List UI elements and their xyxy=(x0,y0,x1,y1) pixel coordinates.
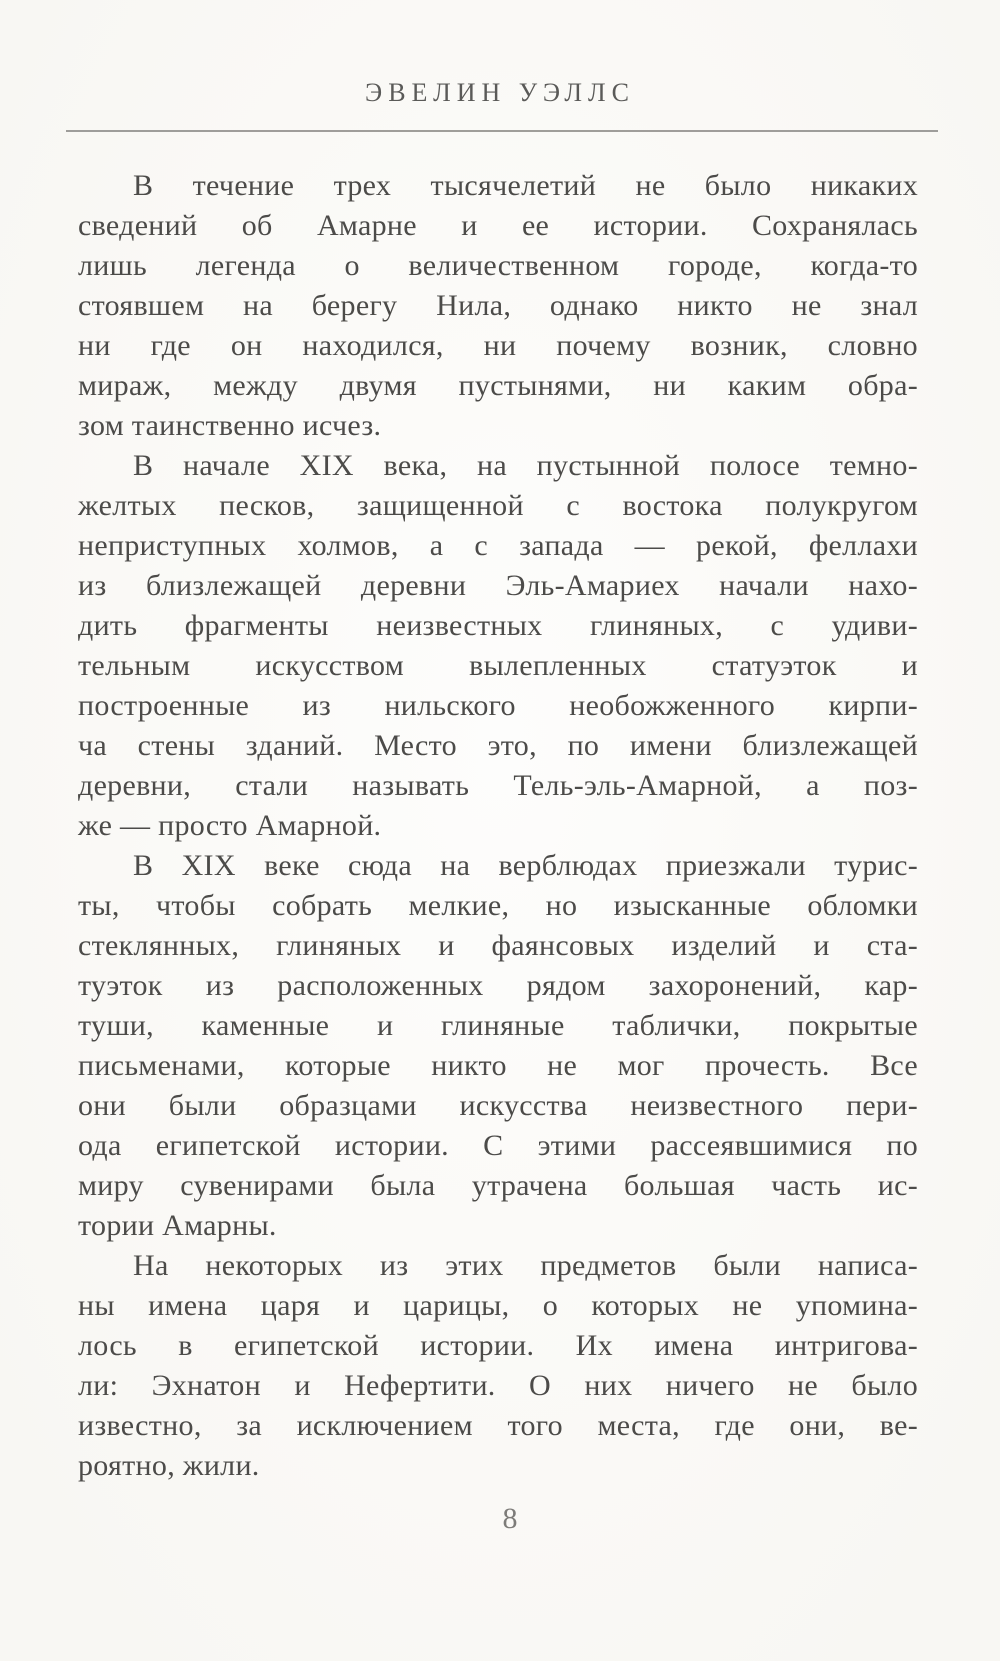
text-line: неприступных холмов, а с запада — рекой, феллахи xyxy=(78,529,918,562)
text-line: В течение трех тысячелетий не было никаких xyxy=(133,169,918,202)
text-line: деревни, стали называть Тель-эль-Амарной, а поз- xyxy=(78,769,918,802)
text-line: ча стены зданий. Место это, по имени близлежащей xyxy=(78,729,918,762)
text-line: письменами, которые никто не мог прочесть. Все xyxy=(78,1049,918,1082)
text-line: зом таинственно исчез. xyxy=(78,409,382,442)
text-line: из близлежащей деревни Эль-Амариех начали нахо- xyxy=(78,569,918,602)
text-line: дить фрагменты неизвестных глиняных, с удиви- xyxy=(78,609,918,642)
text-line: известно, за исключением того места, где они, ве- xyxy=(78,1409,918,1442)
text-line: ода египетской истории. С этими рассеявшимися по xyxy=(78,1129,918,1162)
body-text-block xyxy=(78,166,918,1486)
text-line: построенные из нильского необожженного кирпи- xyxy=(78,689,918,722)
text-line: роятно, жили. xyxy=(78,1449,260,1482)
text-line: тории Амарны. xyxy=(78,1209,277,1242)
text-line: В начале XIX века, на пустынной полосе темно- xyxy=(133,449,918,482)
text-line: ли: Эхнатон и Нефертити. О них ничего не было xyxy=(78,1369,918,1402)
text-line: сведений об Амарне и ее истории. Сохранялась xyxy=(78,209,918,242)
page-header-author: ЭВЕЛИН УЭЛЛС xyxy=(365,78,635,107)
page-number: 8 xyxy=(502,1502,518,1535)
text-line: ты, чтобы собрать мелкие, но изысканные обломки xyxy=(78,889,918,922)
text-line: На некоторых из этих предметов были написа- xyxy=(133,1249,918,1282)
text-line: туши, каменные и глиняные таблички, покрытые xyxy=(78,1009,918,1042)
text-line: они были образцами искусства неизвестного пери- xyxy=(78,1089,918,1122)
text-line: В XIX веке сюда на верблюдах приезжали турис- xyxy=(133,849,918,882)
text-line: ни где он находился, ни почему возник, словно xyxy=(78,329,918,362)
text-line: лось в египетской истории. Их имена интригова- xyxy=(78,1329,918,1362)
text-line: туэток из расположенных рядом захоронений, кар- xyxy=(78,969,918,1002)
text-line: миру сувенирами была утрачена большая часть ис- xyxy=(78,1169,918,1202)
text-line: же — просто Амарной. xyxy=(78,809,382,842)
text-line: тельным искусством вылепленных статуэток и xyxy=(78,649,918,682)
header-divider-rule xyxy=(66,130,938,132)
text-line: ны имена царя и царицы, о которых не упомина- xyxy=(78,1289,918,1322)
text-line: стоявшем на берегу Нила, однако никто не знал xyxy=(78,289,918,322)
text-line: лишь легенда о величественном городе, когда-то xyxy=(78,249,918,282)
text-line: желтых песков, защищенной с востока полукругом xyxy=(78,489,918,522)
text-line: мираж, между двумя пустынями, ни каким обра- xyxy=(78,369,918,402)
text-line: стеклянных, глиняных и фаянсовых изделий и ста- xyxy=(78,929,918,962)
